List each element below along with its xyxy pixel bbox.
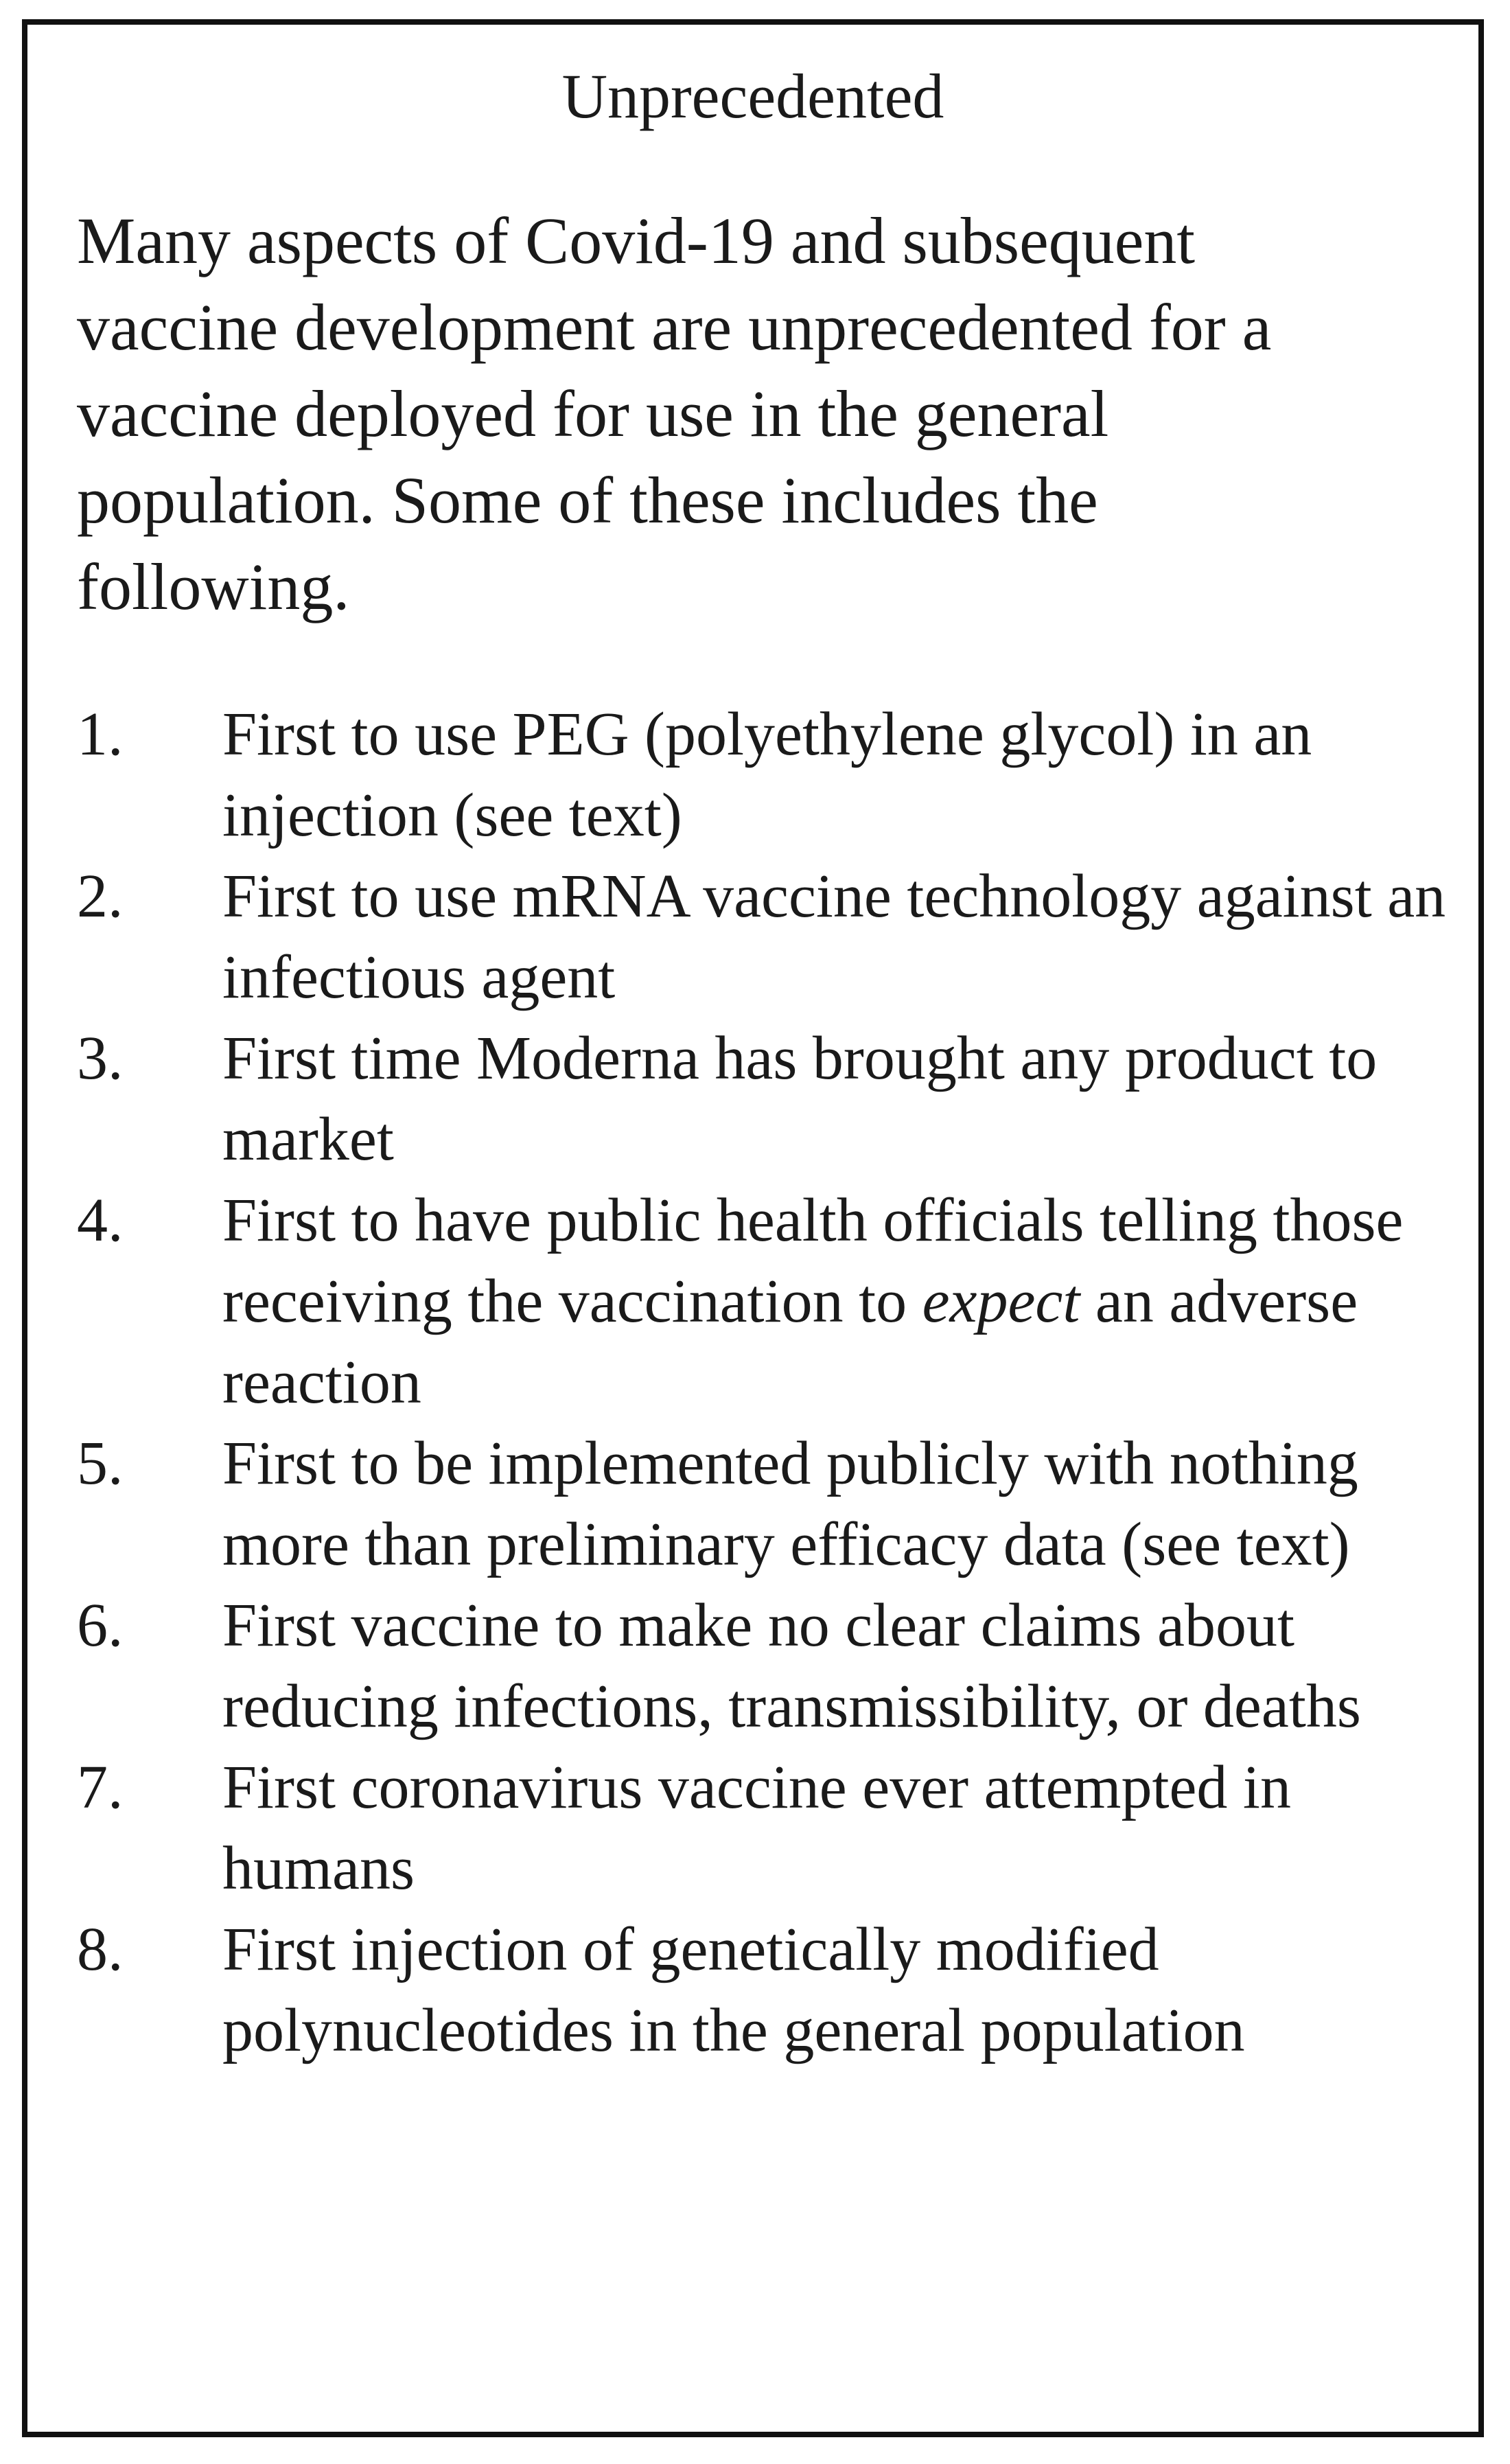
list-item-number: 1. xyxy=(77,700,124,768)
list-item-text: First to use PEG (polyethylene glycol) in an injection (see text) xyxy=(222,700,1312,849)
list-item-text: First to use mRNA vaccine technology against an infectious agent xyxy=(222,862,1446,1011)
firsts-list xyxy=(77,694,1456,2071)
list-item-number: 6. xyxy=(77,1591,124,1659)
list-item xyxy=(77,1747,1456,1909)
intro-paragraph: Many aspects of Covid-19 and subsequent vaccine development are unprecedented for a vaccine deployed for use in the general population. Some of these includes the following. xyxy=(77,204,1272,623)
list-item xyxy=(77,1909,1456,2071)
list-item-number: 7. xyxy=(77,1753,124,1821)
list-item-text: First vaccine to make no clear claims about reducing infections, transmissibility, or deaths xyxy=(222,1591,1361,1740)
list-item-number: 4. xyxy=(77,1186,124,1254)
list-item xyxy=(77,694,1456,856)
list-item xyxy=(77,1180,1456,1423)
list-item-number: 3. xyxy=(77,1024,124,1092)
list-item xyxy=(77,1585,1456,1747)
list-item-text: First coronavirus vaccine ever attempted in humans xyxy=(222,1753,1291,1902)
emphasized-word: expect xyxy=(922,1267,1080,1335)
list-item-number: 8. xyxy=(77,1915,124,1983)
list-item xyxy=(77,1423,1456,1585)
list-item-text xyxy=(222,1180,1456,1423)
text-box-frame xyxy=(22,19,1484,2437)
list-item xyxy=(77,856,1456,1018)
list-item-number: 2. xyxy=(77,862,124,930)
box-title: Unprecedented xyxy=(561,61,944,131)
list-item-text: First injection of genetically modified polynucleotides in the general population xyxy=(222,1915,1245,2064)
list-item xyxy=(77,1018,1456,1180)
list-item-text-start: First to have public health officials telling those receiving the vaccination to xyxy=(222,1186,1404,1335)
list-item-number: 5. xyxy=(77,1429,124,1497)
list-item-text: First to be implemented publicly with nothing more than preliminary efficacy data (see text) xyxy=(222,1429,1358,1578)
list-item-text: First time Moderna has brought any product to market xyxy=(222,1024,1378,1173)
list-item-text-end: an adverse reaction xyxy=(222,1267,1358,1416)
